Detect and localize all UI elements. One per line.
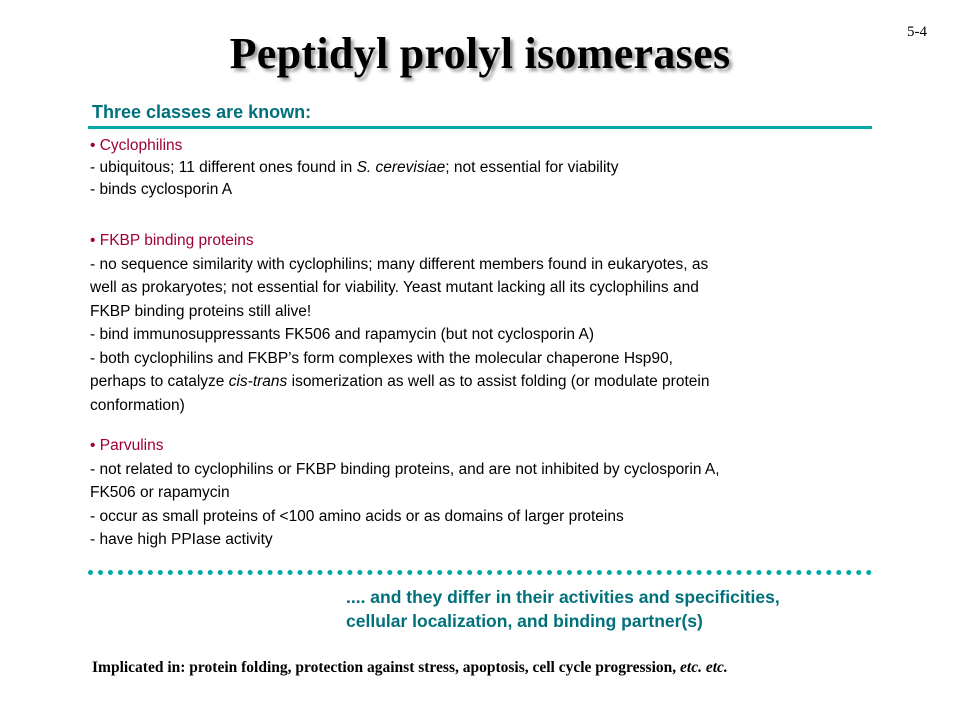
fkbp-line: FKBP binding proteins still alive! <box>90 302 312 320</box>
cyclophilins-line: - binds cyclosporin A <box>90 181 233 198</box>
parvulins-line: - have high PPIase activity <box>90 531 273 548</box>
section-parvulins <box>90 434 860 552</box>
parvulins-heading: • Parvulins <box>90 437 164 454</box>
dotted-divider <box>88 570 872 575</box>
fkbp-line: - bind immunosuppressants FK506 and rapamycin (but not cyclosporin A) <box>90 326 594 343</box>
etc-text: etc. etc. <box>680 659 728 676</box>
summary-line: .... and they differ in their activities and specificities, <box>346 587 780 607</box>
subtitle: Three classes are known: <box>92 102 312 122</box>
fkbp-line: - both cyclophilins and FKBP’s form complexes with the molecular chaperone Hsp90, <box>90 349 673 367</box>
section-fkbp <box>90 229 860 417</box>
cis-trans-term: cis-trans <box>228 373 288 390</box>
summary-text <box>346 585 780 633</box>
parvulins-line: - not related to cyclophilins or FKBP binding proteins, and are not inhibited by cyclosporin A, <box>90 460 720 478</box>
fkbp-line: perhaps to catalyze cis-trans isomerization as well as to assist folding (or modulate protein <box>90 373 710 390</box>
species-name: S. cerevisiae <box>356 159 446 176</box>
parvulins-line: FK506 or rapamycin <box>90 484 230 501</box>
fkbp-heading: • FKBP binding proteins <box>90 232 254 249</box>
fkbp-line: well as prokaryotes; not essential for viability. Yeast mutant lacking all its cyclophilins and <box>90 279 699 296</box>
implicated-in-text: Implicated in: protein folding, protection against stress, apoptosis, cell cycle progression, etc. etc. <box>92 659 728 676</box>
section-cyclophilins <box>90 135 860 201</box>
fkbp-line: conformation) <box>90 396 185 414</box>
slide-title: Peptidyl prolyl isomerases <box>229 29 731 78</box>
cyclophilins-line: - ubiquitous; 11 different ones found in S. cerevisiae; not essential for viability <box>90 159 619 176</box>
summary-line: cellular localization, and binding partner(s) <box>346 611 703 631</box>
top-divider <box>88 126 872 129</box>
slide-number: 5-4 <box>907 24 927 40</box>
parvulins-line: - occur as small proteins of <100 amino acids or as domains of larger proteins <box>90 507 624 525</box>
cyclophilins-heading: • Cyclophilins <box>90 137 183 154</box>
fkbp-line: - no sequence similarity with cyclophilins; many different members found in eukaryotes, as <box>90 255 709 273</box>
